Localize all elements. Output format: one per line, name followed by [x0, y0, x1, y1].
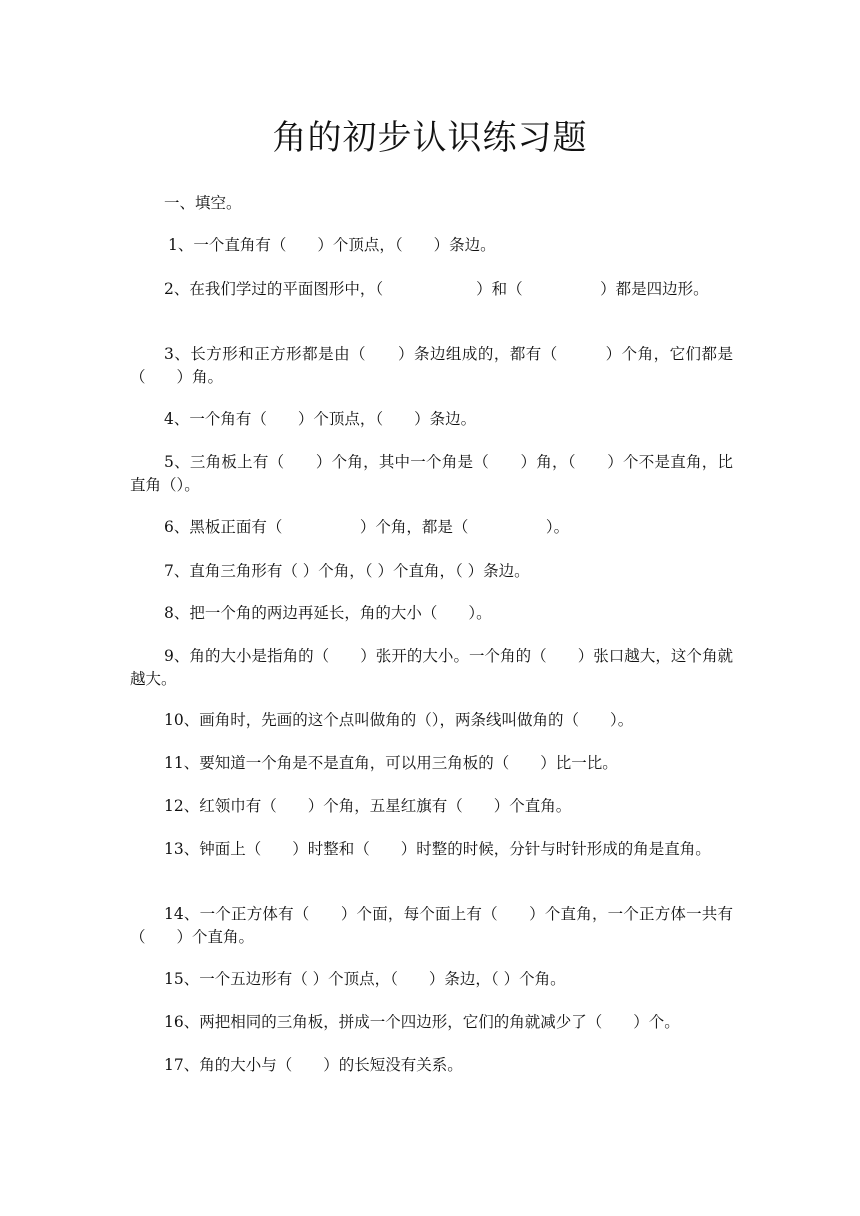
question-1: 1、一个直角有（ ）个顶点，（ ）条边。: [168, 236, 496, 254]
question-16: 16、两把相同的三角板，拼成一个四边形，它们的角就减少了（ ）个。: [164, 1013, 680, 1031]
question-10: 10、画角时，先画的这个点叫做角的（），两条线叫做角的（ ）。: [164, 711, 634, 729]
section-heading: 一、填空。: [164, 194, 242, 212]
question-6: 6、黑板正面有（ ）个角，都是（ ）。: [164, 518, 570, 536]
question-8: 8、把一个角的两边再延长，角的大小（ ）。: [164, 604, 492, 622]
question-11: 11、要知道一个角是不是直角，可以用三角板的（ ）比一比。: [164, 754, 618, 772]
question-15: 15、一个五边形有（ ）个顶点，（ ）条边，（ ）个角。: [164, 970, 566, 988]
question-9: 9、角的大小是指角的（ ）张开的大小。一个角的（ ）张口越大，这个角就越大。: [130, 647, 733, 688]
question-14: 14、一个正方体有（ ）个面，每个面上有（ ）个直角，一个正方体一共有（ ）个直角。: [130, 905, 733, 946]
question-4: 4、一个角有（ ）个顶点，（ ）条边。: [164, 410, 477, 428]
question-3: 3、长方形和正方形都是由（ ）条边组成的，都有（ ）个角，它们都是（ ）角。: [130, 345, 733, 386]
question-7: 7、直角三角形有（ ）个角，（ ）个直角，（ ）条边。: [164, 562, 530, 580]
question-2: 2、在我们学过的平面图形中，（ ）和（ ）都是四边形。: [164, 280, 709, 298]
question-17: 17、角的大小与（ ）的长短没有关系。: [164, 1056, 463, 1074]
question-5: 5、三角板上有（ ）个角，其中一个角是（ ）角，（ ）个不是直角，比直角（）。: [130, 453, 733, 494]
document-title: 角的初步认识练习题: [272, 118, 588, 158]
question-12: 12、红领巾有（ ）个角，五星红旗有（ ）个直角。: [164, 797, 572, 815]
question-13: 13、钟面上（ ）时整和（ ）时整的时候，分针与时针形成的角是直角。: [164, 840, 711, 858]
